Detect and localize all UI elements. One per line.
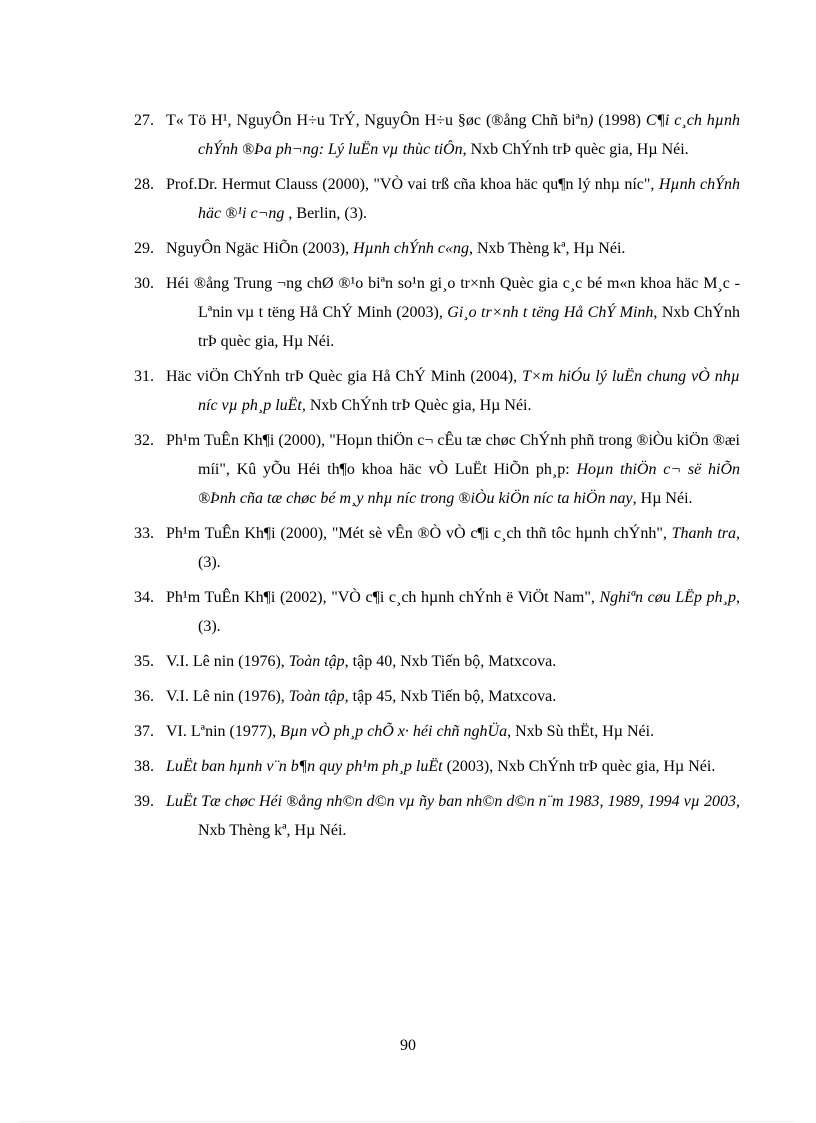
reference-text-segment: , (3).: [198, 589, 740, 635]
reference-text-segment: Prof.Dr. Hermut Clauss (2000), "VÒ vai trß cña khoa häc qu¶n lý nhµ níc",: [166, 176, 659, 193]
reference-text-segment: , Nxb Sù thËt, Hµ Néi.: [507, 723, 655, 740]
reference-title-italic: Toàn tập: [288, 688, 345, 705]
reference-title-italic: Bµn vÒ ph¸p chÕ x· héi chñ nghÜa: [280, 723, 508, 740]
reference-title-italic: Hµnh chÝnh häc ®¹i c¬ng: [198, 176, 741, 222]
reference-text-segment: , tập 40, Nxb Tiến bộ, Matxcova.: [344, 653, 557, 670]
reference-item: [134, 717, 740, 746]
reference-item: [134, 519, 740, 577]
reference-text-segment: VI. Lªnin (1977),: [166, 723, 281, 740]
reference-text-segment: Häc viÖn ChÝnh trÞ Quèc gia Hå ChÝ Minh (2004),: [166, 368, 523, 385]
reference-text-segment: (2003), Nxb ChÝnh trÞ quèc gia, Hµ Néi.: [442, 758, 716, 775]
reference-text-segment: , Nxb ChÝnh trÞ quèc gia, Hµ Néi.: [462, 141, 689, 158]
reference-text: [166, 519, 740, 577]
reference-item: [134, 647, 740, 676]
reference-title-italic: T×m hiÓu lý luËn chung vÒ nhµ níc vµ ph¸p luËt,: [198, 368, 741, 414]
reference-text-segment: (1998): [593, 112, 646, 129]
reference-title-italic: Toàn tập: [288, 653, 345, 670]
reference-item: [134, 106, 740, 164]
reference-text-segment: , Nxb Thèng kª, Hµ Néi.: [468, 240, 626, 257]
reference-title-italic: C¶i c¸ch hµnh chÝnh ®Þa ph¬ng: Lý luËn vµ thùc tiÔn: [198, 112, 741, 158]
reference-item: [134, 426, 740, 513]
reference-text: [166, 717, 740, 746]
reference-item: [134, 362, 740, 420]
reference-text-segment: , tập 45, Nxb Tiến bộ, Matxcova.: [344, 688, 557, 705]
reference-number: 30.: [134, 275, 154, 292]
reference-item: [134, 234, 740, 263]
reference-text: [166, 170, 741, 228]
reference-text-segment: (3).: [198, 554, 221, 571]
reference-text: [166, 647, 740, 676]
reference-number: 36.: [134, 688, 154, 705]
reference-item: [134, 170, 740, 228]
reference-text-segment: V.I. Lê nin (1976),: [166, 653, 289, 670]
reference-text-segment: Héi ®ång Trung ¬ng chØ ®¹o biªn so¹n gi¸o tr×nh Quèc gia c¸c bé m«n khoa häc M¸c - Lªnin vµ t tëng Hå ChÝ Minh (2003),: [166, 275, 740, 321]
reference-item: [134, 682, 740, 711]
reference-list: [134, 106, 740, 851]
reference-number: 28.: [134, 176, 154, 193]
reference-text-segment: NguyÔn Ngäc HiÕn (2003),: [166, 240, 354, 257]
reference-title-italic: ): [587, 112, 594, 129]
reference-text-segment: , Hµ Néi.: [632, 490, 693, 507]
reference-number: 29.: [134, 240, 154, 257]
reference-text: [166, 426, 741, 513]
reference-title-italic: LuËt Tæ chøc Héi ®ång nh©n d©n vµ ñy ban nh©n d©n n¨m 1983, 1989, 1994 vµ 2003: [166, 793, 736, 810]
reference-text: [166, 682, 740, 711]
reference-text-segment: , Nxb ChÝnh trÞ quèc gia, Hµ Néi.: [198, 304, 741, 350]
reference-title-italic: Hoµn thiÖn c¬ së hiÕn ®Þnh cña tæ chøc bé m¸y nhµ níc trong ®iÒu kiÖn níc ta hiÖn nay: [198, 461, 741, 507]
reference-number: 27.: [134, 112, 154, 129]
reference-item: [134, 583, 740, 641]
reference-number: 33.: [134, 525, 154, 542]
reference-text-segment: Ph¹m TuÊn Kh¶i (2002), "VÒ c¶i c¸ch hµnh chÝnh ë ViÖt Nam",: [166, 589, 600, 606]
reference-text-segment: Nxb ChÝnh trÞ Quèc gia, Hµ Néi.: [305, 397, 532, 414]
reference-number: 34.: [134, 589, 154, 606]
page-number: 90: [400, 1037, 416, 1054]
reference-title-italic: LuËt ban hµnh v¨n b¶n quy ph¹m ph¸p luËt: [166, 758, 443, 775]
reference-number: 32.: [134, 432, 154, 449]
reference-text: [166, 362, 741, 420]
reference-item: [134, 269, 740, 356]
reference-text: [166, 234, 740, 263]
reference-title-italic: Gi¸o tr×nh t tëng Hå ChÝ Minh: [447, 304, 654, 321]
reference-item: [134, 752, 740, 781]
reference-number: 38.: [134, 758, 154, 775]
reference-text-segment: , Nxb Thèng kª, Hµ Néi.: [198, 793, 740, 839]
reference-title-italic: Thanh tra,: [671, 525, 740, 542]
reference-number: 31.: [134, 368, 154, 385]
reference-text: [166, 106, 741, 164]
reference-number: 37.: [134, 723, 154, 740]
reference-text-segment: T« Tö H¹, NguyÔn H÷u TrÝ, NguyÔn H÷u §øc (®ång Chñ biªn: [166, 112, 588, 129]
reference-item: [134, 787, 740, 845]
reference-number: 39.: [134, 793, 154, 810]
reference-text: [166, 269, 741, 356]
reference-text-segment: Ph¹m TuÊn Kh¶i (2000), "Mét sè vÊn ®Ò vÒ c¶i c¸ch thñ tôc hµnh chÝnh",: [166, 525, 672, 542]
reference-number: 35.: [134, 653, 154, 670]
reference-text: [166, 787, 740, 845]
reference-title-italic: Nghiªn cøu LËp ph¸p: [599, 589, 736, 606]
reference-text-segment: , Berlin, (3).: [284, 205, 368, 222]
reference-text: [166, 583, 740, 641]
reference-text: [166, 752, 740, 781]
reference-text-segment: Ph¹m TuÊn Kh¶i (2000), "Hoµn thiÖn c¬ cÊu tæ chøc ChÝnh phñ trong ®iÒu kiÖn ®æi míi", Kû yÕu Héi th¶o khoa häc vÒ LuËt HiÕn ph¸p:: [166, 432, 740, 478]
reference-title-italic: Hµnh chÝnh c«ng: [353, 240, 469, 257]
page-bottom-divider: [20, 1121, 796, 1122]
reference-text-segment: V.I. Lê nin (1976),: [166, 688, 289, 705]
